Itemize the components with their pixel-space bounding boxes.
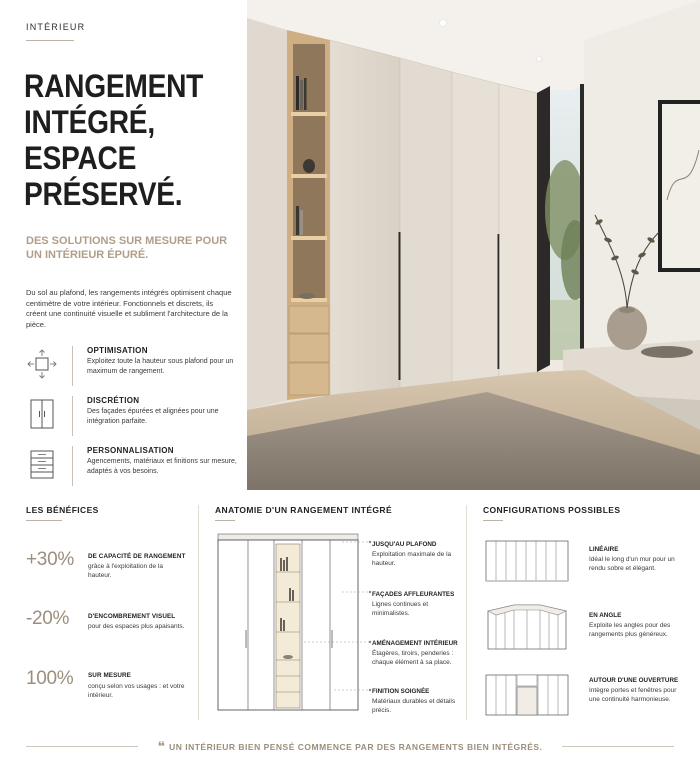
tag-underline bbox=[26, 40, 74, 41]
benefits-title-underline bbox=[26, 520, 62, 521]
config-head: EN ANGLE bbox=[589, 612, 622, 619]
wardrobe-anatomy-diagram bbox=[214, 530, 374, 718]
feature-discretion bbox=[26, 396, 241, 442]
category-tag: INTÉRIEUR bbox=[26, 22, 86, 32]
quote-text: UN INTÉRIEUR BIEN PENSÉ COMMENCE PAR DES RANGEMENTS BIEN INTÉGRÉS. bbox=[169, 741, 543, 752]
feature-divider bbox=[72, 346, 73, 386]
config-text: Exploite les angles pour des rangements plus généreux. bbox=[589, 622, 671, 638]
benefit-head: DE CAPACITÉ DE RANGEMENT bbox=[88, 553, 186, 560]
benefit-head: SUR MESURE bbox=[88, 672, 131, 679]
feature-divider bbox=[72, 396, 73, 436]
feature-title: DISCRÉTION bbox=[87, 396, 140, 405]
benefit-head: D'ENCOMBREMENT VISUEL bbox=[88, 613, 176, 620]
feature-optimisation bbox=[26, 346, 241, 392]
anatomy-text: Exploitation maximale de la hauteur. bbox=[372, 551, 452, 567]
anatomy-head: AMÉNAGEMENT INTÉRIEUR bbox=[372, 640, 458, 647]
intro-column bbox=[0, 0, 247, 490]
benefit-text: pour des espaces plus apaisants. bbox=[88, 623, 185, 630]
benefit-text: conçu selon vos usages : et votre intérieur. bbox=[88, 683, 185, 699]
config-text: Intègre portes et fenêtres pour une continuité harmonieuse. bbox=[589, 687, 677, 703]
page-subtitle: DES SOLUTIONS SUR MESURE POUR UN INTÉRIEUR ÉPURÉ. bbox=[26, 235, 228, 261]
linear-config-illustration bbox=[484, 538, 570, 584]
feature-text: Exploitez toute la hauteur sous plafond pour un maximum de rangement. bbox=[87, 358, 234, 375]
expand-arrows-icon bbox=[26, 348, 58, 380]
benefit-value: -20% bbox=[26, 608, 70, 629]
feature-divider bbox=[72, 446, 73, 486]
benefit-text: grâce à l'exploitation de la hauteur. bbox=[88, 563, 163, 579]
benefit-value: +30% bbox=[26, 549, 74, 570]
drawers-icon bbox=[26, 448, 58, 480]
anatomy-title-underline bbox=[215, 520, 235, 521]
corner-config-illustration bbox=[484, 601, 570, 653]
opening-config-illustration bbox=[484, 671, 570, 719]
anatomy-head: FINITION SOIGNÉE bbox=[372, 688, 430, 695]
closing-quote bbox=[0, 738, 700, 756]
config-text: Idéal le long d'un mur pour un rendu sobre et élégant. bbox=[589, 556, 675, 572]
hero-interior-illustration bbox=[247, 0, 700, 490]
feature-title: OPTIMISATION bbox=[87, 346, 148, 355]
anatomy-text: Lignes continues et minimalistes. bbox=[372, 601, 429, 617]
section-divider bbox=[198, 505, 199, 720]
benefits-title: LES BÉNÉFICES bbox=[26, 505, 99, 515]
feature-title: PERSONNALISATION bbox=[87, 446, 174, 455]
intro-paragraph: Du sol au plafond, les rangements intégrés optimisent chaque centimètre de votre intérieur. Fonctionnels et discrets, ils créent une continuité visuelle et subliment l'architecture de la pièce. bbox=[26, 288, 232, 329]
feature-text: Agencements, matériaux et finitions sur mesure, adaptés à vos besoins. bbox=[87, 458, 237, 475]
quote-mark-icon: ❝ bbox=[157, 738, 166, 755]
benefit-value: 100% bbox=[26, 668, 74, 689]
configs-title-underline bbox=[483, 520, 503, 521]
anatomy-head: JUSQU'AU PLAFOND bbox=[372, 541, 437, 548]
feature-text: Des façades épurées et alignées pour une intégration parfaite. bbox=[87, 408, 219, 425]
config-head: AUTOUR D'UNE OUVERTURE bbox=[589, 677, 679, 684]
feature-personnalisation bbox=[26, 446, 241, 492]
double-door-icon bbox=[26, 398, 58, 430]
config-head: LINÉAIRE bbox=[589, 546, 619, 553]
anatomy-head: FAÇADES AFFLEURANTES bbox=[372, 591, 455, 598]
configs-title: CONFIGURATIONS POSSIBLES bbox=[483, 505, 621, 515]
anatomy-title: ANATOMIE D'UN RANGEMENT INTÉGRÉ bbox=[215, 505, 393, 515]
anatomy-text: Étagères, tiroirs, penderies : chaque élément à sa place. bbox=[372, 650, 454, 666]
page-title: RANGEMENT INTÉGRÉ, ESPACE PRÉSERVÉ. bbox=[24, 68, 204, 212]
section-divider bbox=[466, 505, 467, 720]
anatomy-text: Matériaux durables et détails précis. bbox=[372, 698, 456, 714]
